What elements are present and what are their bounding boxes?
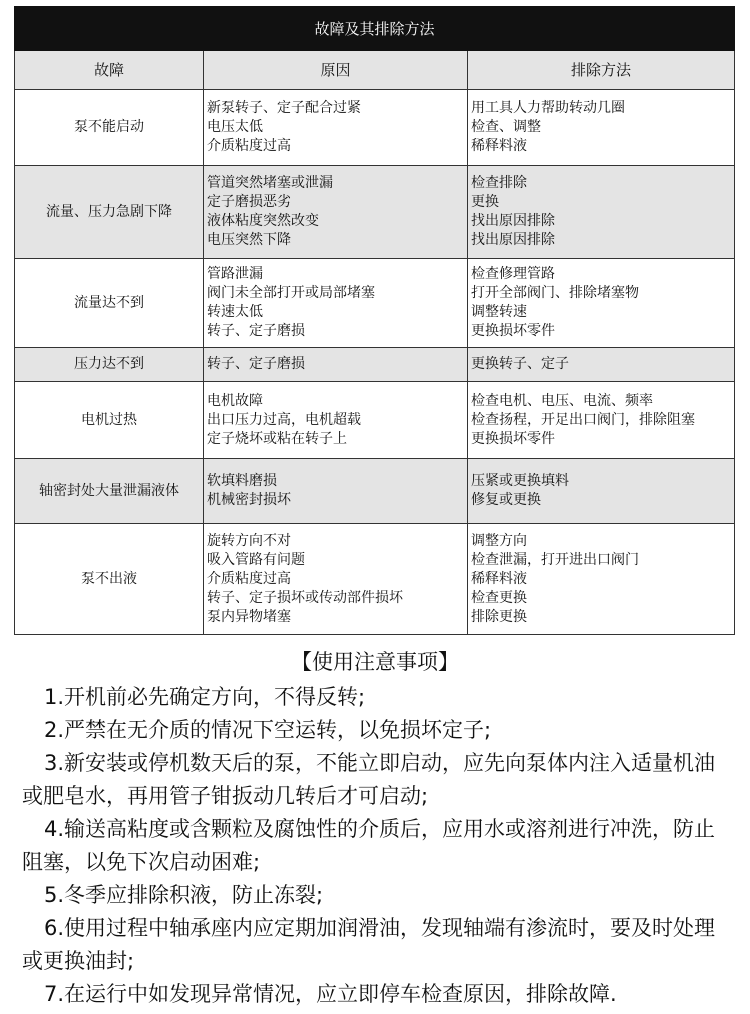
cause-line: 定子磨损恶劣	[207, 194, 291, 210]
table-row	[15, 166, 735, 259]
remedy-cell	[468, 524, 735, 635]
cause-cell	[204, 382, 468, 459]
remedy-line: 找出原因排除	[471, 232, 555, 248]
cause-line: 转子、定子损坏或传动部件损坏	[207, 589, 403, 606]
fault-cell: 流量达不到	[15, 259, 204, 348]
cause-line: 管路泄漏	[207, 266, 263, 282]
fault-cell: 流量、压力急剧下降	[15, 166, 204, 259]
table-row	[15, 524, 735, 635]
fault-table-container	[14, 6, 734, 635]
fault-cell: 压力达不到	[15, 348, 204, 382]
remedy-line: 修复或更换	[471, 492, 541, 508]
fault-cell: 轴密封处大量泄漏液体	[15, 459, 204, 524]
remedy-cell	[468, 348, 735, 382]
note-item: 2.严禁在无介质的情况下空运转，以免损坏定子;	[44, 718, 492, 742]
cause-cell	[204, 259, 468, 348]
note-item: 4.输送高粘度或含颗粒及腐蚀性的介质后，应用水或溶剂进行冲洗，防止阻塞，以免下次启动困难;	[22, 817, 716, 874]
note-item: 6.使用过程中轴承座内应定期加润滑油，发现轴端有渗流时，要及时处理或更换油封;	[22, 916, 716, 973]
remedy-cell	[468, 459, 735, 524]
cause-line: 电压突然下降	[207, 232, 291, 248]
cause-line: 转子、定子磨损	[207, 356, 305, 372]
remedy-line: 用工具人力帮助转动几圈	[471, 100, 625, 116]
remedy-line: 排除更换	[471, 608, 527, 625]
remedy-line: 检查电机、电压、电流、频率	[471, 392, 653, 409]
note-item: 5.冬季应排除积液，防止冻裂;	[44, 883, 324, 907]
cause-line: 管道突然堵塞或泄漏	[207, 175, 333, 191]
cause-line: 定子烧坏或粘在转子上	[207, 430, 347, 447]
cause-line: 软填料磨损	[207, 473, 277, 489]
remedy-line: 检查修理管路	[471, 266, 555, 282]
table-row	[15, 459, 735, 524]
header-cause: 原因	[204, 51, 468, 90]
cause-cell	[204, 90, 468, 166]
table-row	[15, 90, 735, 166]
table-header-row	[15, 51, 735, 90]
note-item: 7.在运行中如发现异常情况，应立即停车检查原因，排除故障.	[44, 982, 617, 1006]
note-item: 3.新安装或停机数天后的泵，不能立即启动，应先向泵体内注入适量机油或肥皂水，再用管子钳扳动几转后才可启动;	[22, 751, 716, 808]
table-row	[15, 259, 735, 348]
remedy-line: 稀释料液	[471, 570, 527, 587]
cause-line: 旋转方向不对	[207, 532, 291, 549]
cause-line: 电机故障	[207, 392, 263, 409]
cause-line: 介质粘度过高	[207, 138, 291, 154]
notes-list	[0, 681, 750, 1011]
remedy-cell	[468, 259, 735, 348]
remedy-line: 检查泄漏，打开进出口阀门	[471, 551, 639, 568]
remedy-cell	[468, 382, 735, 459]
cause-cell	[204, 459, 468, 524]
cause-line: 阀门未全部打开或局部堵塞	[207, 285, 375, 301]
cause-line: 机械密封损坏	[207, 492, 291, 508]
table-row	[15, 348, 735, 382]
cause-line: 新泵转子、定子配合过紧	[207, 100, 361, 116]
header-remedy: 排除方法	[468, 51, 735, 90]
remedy-cell	[468, 90, 735, 166]
fault-cell: 泵不出液	[15, 524, 204, 635]
remedy-line: 调整方向	[471, 532, 527, 549]
remedy-line: 更换	[471, 194, 499, 210]
cause-cell	[204, 166, 468, 259]
cause-line: 转子、定子磨损	[207, 323, 305, 339]
remedy-line: 检查、调整	[471, 119, 541, 135]
cause-line: 转速太低	[207, 304, 263, 320]
cause-line: 液体粘度突然改变	[207, 213, 319, 229]
cause-line: 介质粘度过高	[207, 570, 291, 587]
remedy-line: 更换损坏零件	[471, 323, 555, 339]
fault-cell: 电机过热	[15, 382, 204, 459]
remedy-cell	[468, 166, 735, 259]
cause-line: 泵内异物堵塞	[207, 608, 291, 625]
table-row	[15, 382, 735, 459]
cause-cell	[204, 348, 468, 382]
remedy-line: 更换损坏零件	[471, 430, 555, 447]
remedy-line: 压紧或更换填料	[471, 473, 569, 489]
remedy-line: 检查更换	[471, 589, 527, 606]
remedy-line: 打开全部阀门、排除堵塞物	[471, 285, 639, 301]
note-item: 1.开机前必先确定方向，不得反转;	[44, 685, 366, 709]
remedy-line: 找出原因排除	[471, 213, 555, 229]
remedy-line: 更换转子、定子	[471, 356, 569, 372]
cause-cell	[204, 524, 468, 635]
cause-line: 出口压力过高，电机超载	[207, 411, 361, 428]
table-title: 故障及其排除方法	[15, 7, 735, 51]
cause-line: 吸入管路有问题	[207, 551, 305, 568]
notes-title: 【使用注意事项】	[291, 650, 459, 674]
fault-table	[14, 6, 735, 635]
remedy-line: 稀释料液	[471, 138, 527, 154]
remedy-line: 检查扬程，开足出口阀门，排除阻塞	[471, 411, 695, 428]
cause-line: 电压太低	[207, 119, 263, 135]
fault-cell: 泵不能启动	[15, 90, 204, 166]
usage-notes	[0, 645, 750, 1011]
remedy-line: 调整转速	[471, 304, 527, 320]
header-fault: 故障	[15, 51, 204, 90]
remedy-line: 检查排除	[471, 175, 527, 191]
